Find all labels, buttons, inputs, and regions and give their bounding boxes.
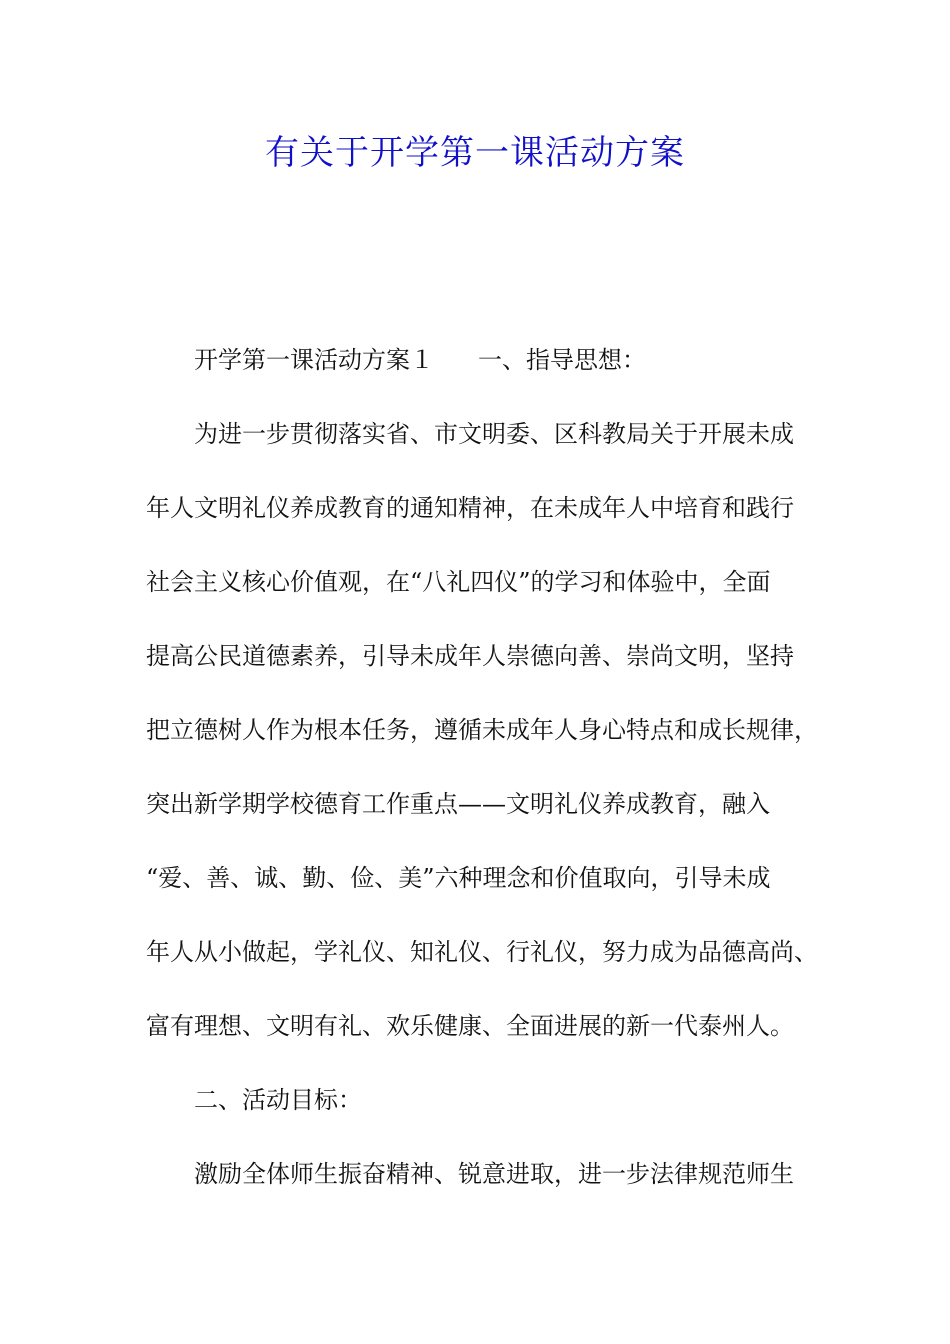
paragraph-line: 年人从小做起，学礼仪、知礼仪、行礼仪，努力成为品德高尚、 <box>146 938 818 966</box>
paragraph-line: 提高公民道德素养，引导未成年人崇德向善、崇尚文明，坚持 <box>146 642 794 670</box>
subheading: 开学第一课活动方案１ <box>194 346 434 374</box>
subheading-line <box>194 340 884 380</box>
paragraph-line: 社会主义核心价值观，在“八礼四仪”的学习和体验中，全面 <box>146 568 771 596</box>
paragraph-line: 富有理想、文明有礼、欢乐健康、全面进展的新一代泰州人。 <box>146 1012 794 1040</box>
paragraph-line: 年人文明礼仪养成教育的通知精神，在未成年人中培育和践行 <box>146 494 794 522</box>
paragraph-line: “爱、善、诚、勤、俭、美”六种理念和价值取向，引导未成 <box>146 864 771 892</box>
page-title: 有关于开学第一课活动方案 <box>265 133 685 173</box>
section-heading-guiding-ideology: 一、指导思想： <box>478 346 646 374</box>
paragraph-line: 激励全体师生振奋精神、锐意进取，进一步法律规范师生 <box>194 1160 794 1188</box>
paragraph-line: 把立德树人作为根本任务，遵循未成年人身心特点和成长规律， <box>146 716 818 744</box>
section-heading-activity-goals: 二、活动目标： <box>194 1086 362 1114</box>
paragraph-line: 为进一步贯彻落实省、市文明委、区科教局关于开展未成 <box>194 420 794 448</box>
paragraph-line: 突出新学期学校德育工作重点——文明礼仪养成教育，融入 <box>146 790 770 818</box>
